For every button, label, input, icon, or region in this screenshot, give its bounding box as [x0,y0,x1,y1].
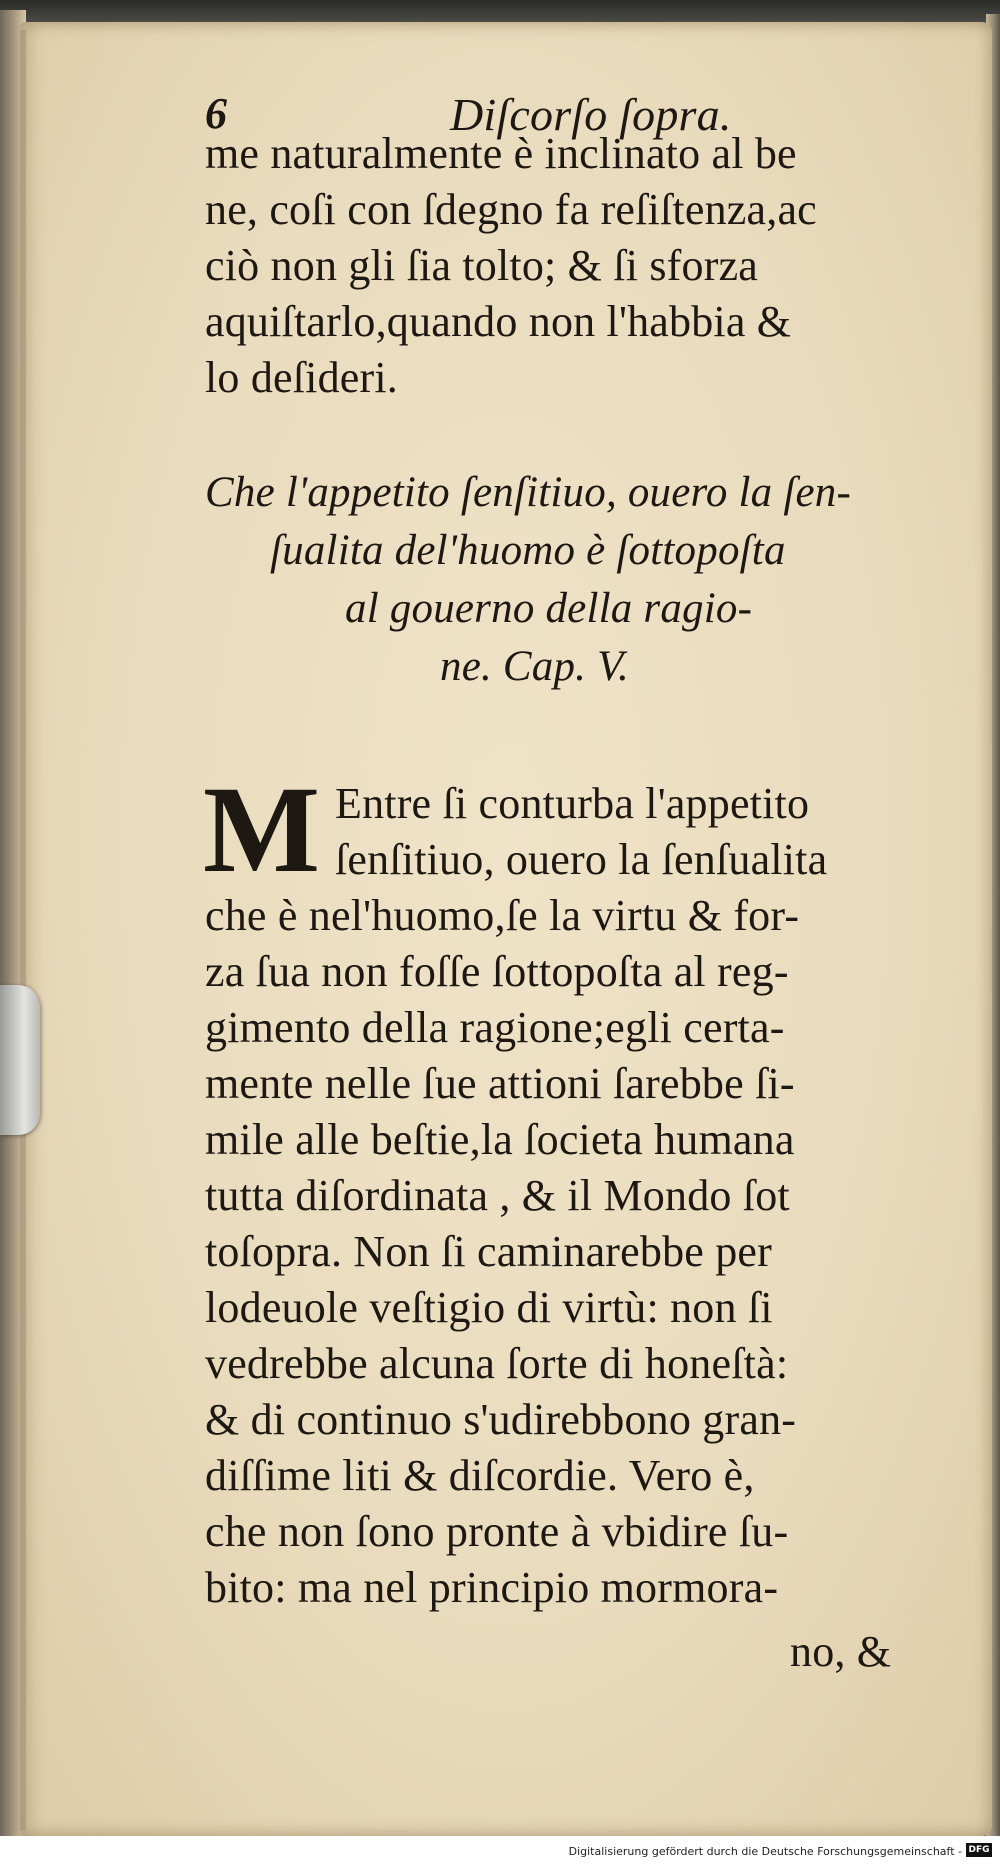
chapter-heading-line: ſualita del'huomo è ſottopoſta [270,527,786,574]
body-line: ciò non gli ſia tolto; & ſi sforza [205,241,759,290]
catchword: no, & [790,1627,892,1676]
chapter-text-line: vedrebbe alcuna ſorte di honeſtà: [205,1339,789,1388]
drop-cap: M [203,761,321,898]
chapter-text-line: lodeuole veſtigio di virtù: non ſi [205,1283,773,1332]
chapter-text-line: che è nel'huomo,ſe la virtu & for- [205,891,800,940]
chapter-text-line: toſopra. Non ſi caminarebbe per [205,1227,772,1276]
running-title: Diſcorſo ſopra. [450,89,732,140]
chapter-heading-line: ne. Cap. V. [440,643,629,690]
chapter-text-line: diſſime liti & diſcordie. Vero è, [205,1451,755,1500]
chapter-text-line: & di continuo s'udirebbono gran- [205,1395,797,1444]
page-clip [0,985,40,1135]
chapter-text-line: che non ſono pronte à vbidire ſu- [205,1507,789,1556]
chapter-text-line: mente nelle ſue attioni ſarebbe ſi- [205,1059,795,1108]
dfg-logo-icon: DFG [966,1843,992,1857]
chapter-text-line: za ſua non foſſe ſottopoſta al reg- [205,947,789,996]
chapter-heading-line: Che l'appetito ſenſitiuo, ouero la ſen- [205,469,851,516]
body-line: me naturalmente è inclinato al be [205,129,797,178]
chapter-heading-line: al gouerno della ragio- [345,585,753,632]
chapter-text-line: gimento della ragione;egli certa- [205,1003,785,1052]
chapter-text-line: ſenſitiuo, ouero la ſenſualita [335,835,828,884]
digitization-credit: Digitalisierung gefördert durch die Deutsche Forschungsgemeinschaft - [568,1845,962,1858]
body-line: ne, coſi con ſdegno fa reſiſtenza,ac [205,185,817,234]
page-number: 6 [205,89,228,138]
chapter-text-line: tutta diſordinata , & il Mondo ſot [205,1171,790,1220]
chapter-text-line: bito: ma nel principio mormora- [205,1563,779,1612]
body-line: lo deſideri. [205,353,399,402]
chapter-text-line: mile alle beſtie,la ſocieta humana [205,1115,795,1164]
chapter-text-line: Entre ſi conturba l'appetito [335,779,810,828]
page-gutter-shadow [20,30,26,1830]
body-line: aquiſtarlo,quando non l'habbia & [205,297,792,346]
